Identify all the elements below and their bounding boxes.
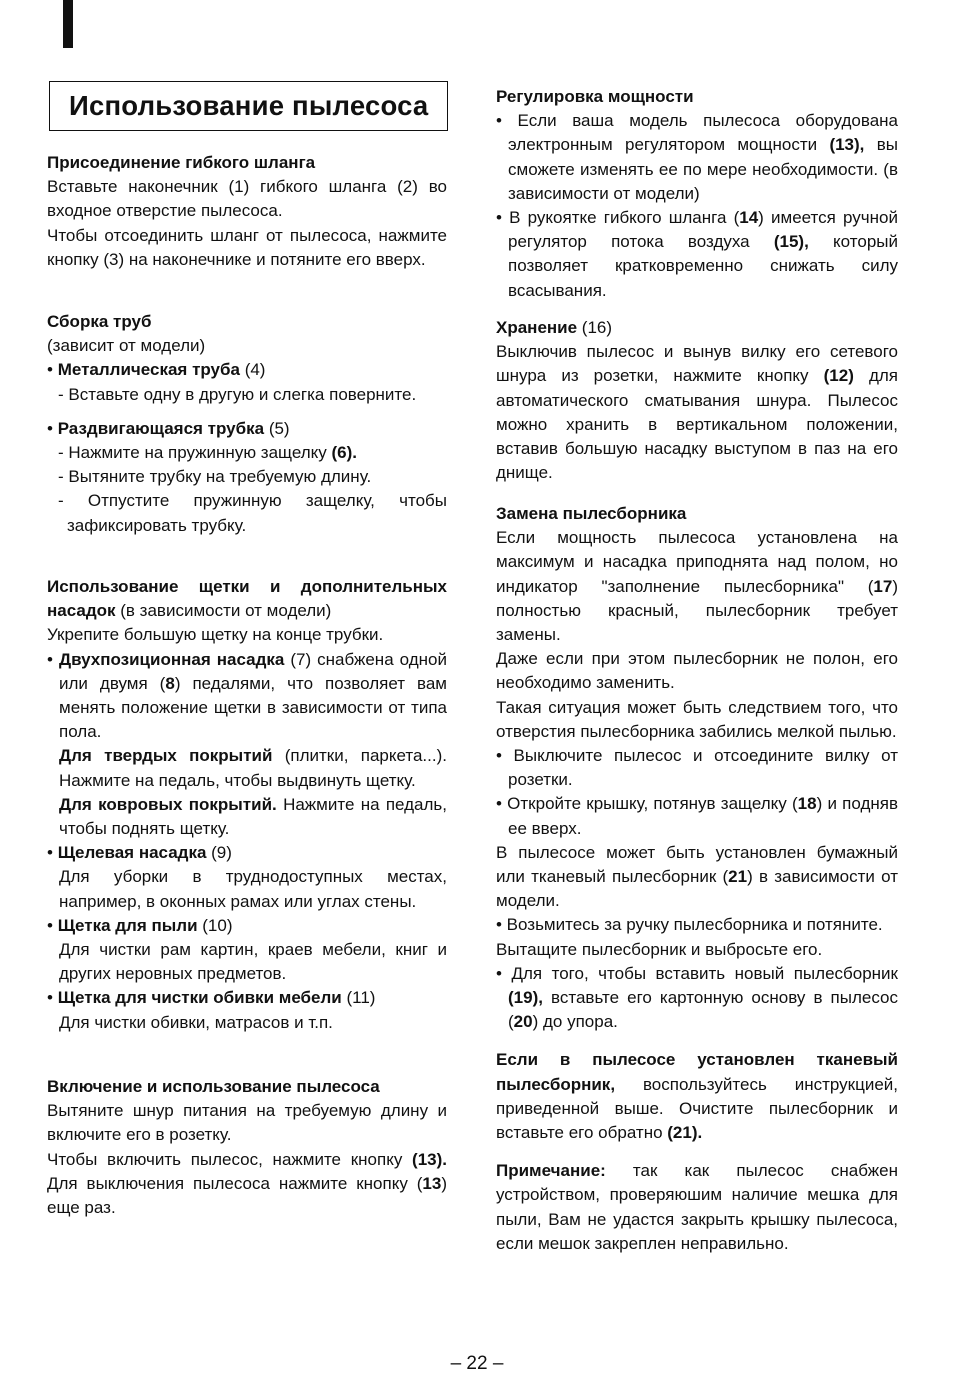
page-number: – 22 – — [450, 1353, 504, 1374]
tele-tube-step-3: - Отпустите пружинную защелку, чтобы зафиксировать трубку. — [58, 491, 447, 535]
section-power-regulation — [496, 85, 898, 303]
power-reg-bullet-2: • В рукоятке гибкого шланга (14) имеется ручной регулятор потока воздуха (15), который позволяет кратковременно снижать силу всасывания. — [496, 208, 898, 300]
bag-bullet-3: • Возьмитесь за ручку пылесборника и потяните. — [496, 915, 883, 935]
section-tubes — [47, 310, 447, 538]
tubes-note: (зависит от модели) — [47, 336, 206, 356]
hose-heading: Присоединение гибкого шланга — [47, 153, 316, 172]
power-reg-bullet-1: • Если ваша модель пылесоса оборудована электронным регулятором мощности (13), вы сможете изменять ее по мере необходимости. (в зависимости от модели) — [496, 111, 898, 203]
power-on-text-2: Чтобы включить пылесос, нажмите кнопку (13). Для выключения пылесоса нажмите кнопку (13) еще раз. — [47, 1149, 447, 1218]
bag-text-3: Такая ситуация может быть следствием того, что отверстия пылесборника забились мелкой пылью. — [496, 697, 898, 741]
brush-heading: Использование щетки и дополнительных насадок (в зависимости от модели) — [47, 577, 447, 621]
metal-tube-step: - Вставьте одну в другую и слегка поверните. — [58, 384, 417, 404]
section-storage — [496, 316, 898, 485]
two-position-brush-item: • Двухпозиционная насадка (7) снабжена одной или двумя (8) педалями, что позволяет вам менять положение щетки в зависимости от типа пола. — [47, 649, 447, 742]
power-on-heading: Включение и использование пылесоса — [47, 1077, 380, 1096]
power-reg-heading: Регулировка мощности — [496, 87, 694, 106]
page-title-box — [49, 81, 448, 131]
metal-tube-item: • Металлическая труба (4) — [47, 360, 266, 380]
carpet-text: Для ковровых покрытий. Нажмите на педаль, чтобы поднять щетку. — [59, 794, 447, 839]
upholstery-brush-text: Для чистки обивки, матрасов и т.п. — [59, 1012, 333, 1032]
page-edge-marker — [63, 0, 73, 48]
crevice-tool-item: • Щелевая насадка (9) — [47, 843, 232, 863]
section-bag-replacement — [496, 502, 898, 1256]
section-power-on — [47, 1075, 447, 1220]
dust-brush-item: • Щетка для пыли (10) — [47, 915, 233, 935]
hose-text-1: Вставьте наконечник (1) гибкого шланга (2) во входное отверстие пылесоса. — [47, 177, 447, 221]
bag-bullet-2: • Откройте крышку, потянув защелку (18) и подняв ее вверх. — [496, 794, 898, 838]
hose-text-2: Чтобы отсоединить шланг от пылесоса, нажмите кнопку (3) на наконечнике и потяните его вверх. — [47, 225, 447, 269]
bag-text-5: Вытащите пылесборник и выбросьте его. — [496, 939, 823, 959]
brush-intro: Укрепите большую щетку на конце трубки. — [47, 625, 384, 645]
section-brush — [47, 575, 447, 1035]
note-text: Примечание: так как пылесос снабжен устройством, проверяюшим наличие мешка для пыли, Вам не удастся закрыть крышку пылесоса, если мешок закреплен неправильно. — [496, 1161, 898, 1253]
bag-text-2: Даже если при этом пылесборник не полон, его необходимо заменить. — [496, 649, 898, 693]
cloth-bag-text: Если в пылесосе установлен тканевый пылесборник, воспользуйтесь инструкцией, приведенной выше. Очистите пылесборник и вставьте его обратно (21). — [496, 1050, 898, 1143]
dust-brush-text: Для чистки рам картин, краев мебели, книг и других неровных предметов. — [59, 940, 447, 984]
power-on-text-1: Вытяните шнур питания на требуемую длину и включите его в розетку. — [47, 1101, 447, 1145]
metal-tube-title: Металлическая труба — [57, 360, 240, 380]
tele-tube-title: Раздвигающаяся трубка — [57, 418, 265, 438]
tele-tube-step-1: - Нажмите на пружинную защелку (6). — [58, 443, 357, 463]
bag-heading: Замена пылесборника — [496, 504, 687, 523]
tele-tube-step-2: - Вытяните трубку на требуемую длину. — [58, 467, 372, 487]
hard-floor-text: Для твердых покрытий (плитки, паркета...). Нажмите на педаль, чтобы выдвинуть щетку. — [59, 746, 447, 790]
upholstery-brush-item: • Щетка для чистки обивки мебели (11) — [47, 988, 376, 1008]
bag-text-1: Если мощность пылесоса установлена на максимум и насадка приподнята над полом, но индикатор "заполнение пылесборника" (17) полностью красный, пылесборник требует замены. — [496, 528, 898, 645]
crevice-tool-text: Для уборки в труднодоступных местах, например, в оконных рамах или углах стены. — [59, 867, 447, 911]
bag-bullet-1: • Выключите пылесос и отсоедините вилку от розетки. — [496, 746, 898, 790]
page-title: Использование пылесоса — [69, 89, 429, 121]
bag-text-4: В пылесосе может быть установлен бумажный или тканевый пылесборник (21) в зависимости от модели. — [496, 842, 898, 911]
storage-text: Выключив пылесос и вынув вилку его сетевого шнура из розетки, нажмите кнопку (12) для автоматического сматывания шнура. Пылесос можно хранить в вертикальном положении, вставив большую насадку выступом в паз на его днище. — [496, 342, 898, 483]
bag-bullet-4: • Для того, чтобы вставить новый пылесборник (19), вставьте его картонную основу в пылесос (20) до упора. — [496, 963, 898, 1032]
tele-tube-item: • Раздвигающаяся трубка (5) — [47, 418, 290, 438]
section-hose — [47, 151, 447, 272]
tubes-heading: Сборка труб — [47, 312, 152, 331]
storage-heading: Хранение (16) — [496, 318, 613, 337]
